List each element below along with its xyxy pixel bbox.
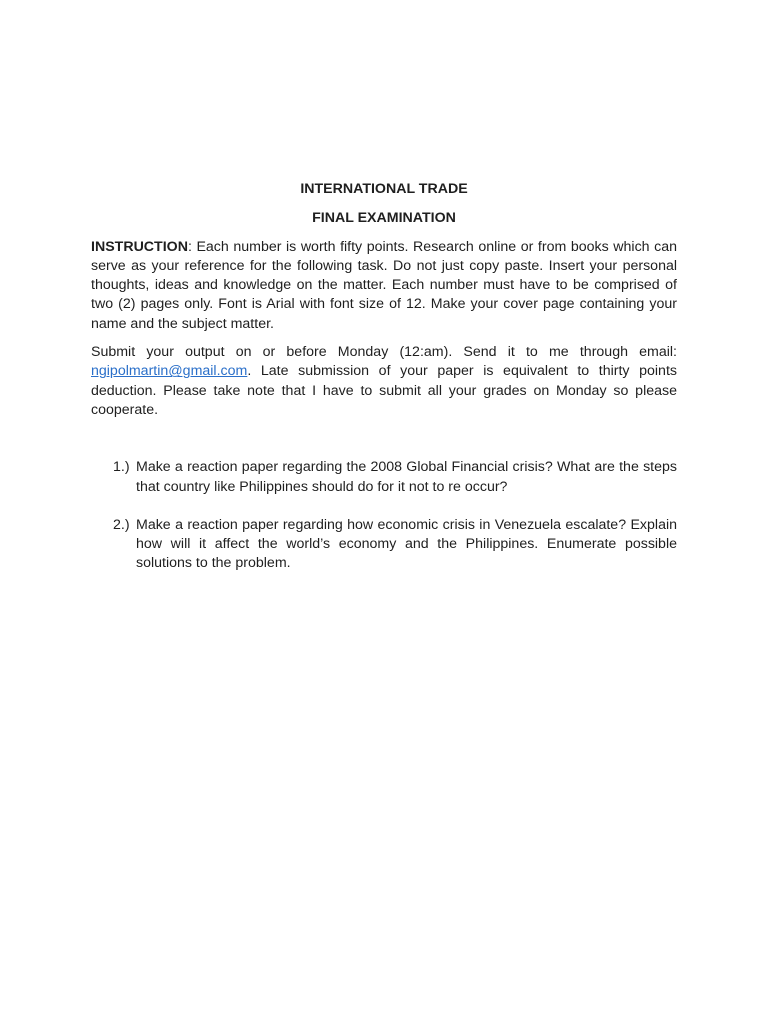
task-text: Make a reaction paper regarding the 2008 Global Financial crisis? What are the steps that country like Philippines should do for it not to re occur? (136, 459, 677, 495)
instruction-label: INSTRUCTION (91, 238, 188, 255)
task-text: Make a reaction paper regarding how economic crisis in Venezuela escalate? Explain how will it affect the world’s economy and the Philippines. Enumerate possible solutions to the problem. (136, 516, 677, 572)
document-subtitle: FINAL EXAMINATION (312, 210, 456, 227)
list-item (91, 516, 677, 574)
email-link[interactable]: ngipolmartin@gmail.com (91, 363, 248, 380)
document-body (91, 180, 677, 593)
task-list (91, 458, 677, 573)
submission-paragraph (91, 343, 677, 420)
document-title: INTERNATIONAL TRADE (300, 181, 468, 197)
instruction-paragraph (91, 238, 677, 334)
task-number: 1.) (113, 459, 130, 476)
task-number: 2.) (113, 516, 130, 533)
instruction-text: : Each number is worth fifty points. Research online or from books which can serve as your reference for the following task. Do not just copy paste. Insert your personal thoughts, ideas and knowledge on the matter. Each number must have to be comprised of two (2) pages only. Font is Arial with font size of 12. Make your cover page containing your name and the subject matter. (91, 238, 677, 332)
submission-text-after: . Late submission of your paper is equivalent to thirty points deduction. Please take note that I have to submit all your grades on Monday so please cooperate. (91, 363, 677, 418)
list-item (91, 458, 677, 497)
submission-text-before: Submit your output on or before Monday (12:am). Send it to me through email: (91, 344, 677, 361)
